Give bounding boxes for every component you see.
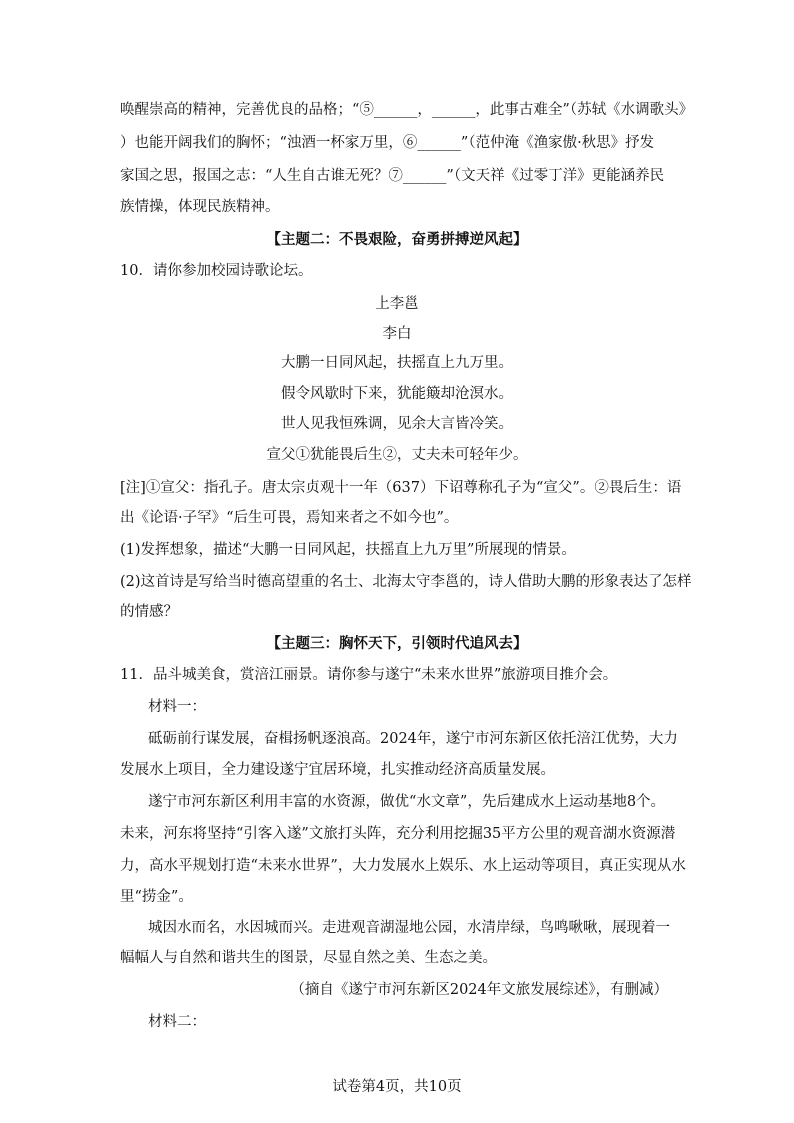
poem-title: 上李邕 — [375, 296, 419, 312]
poem-line: 世人见我恒殊调，见余大言皆冷笑。 — [281, 416, 513, 432]
poem-note: [注]①宣父：指孔子。唐太宗贞观十一年（637）下诏尊称孔子为“宣父”。②畏后生：语 — [120, 480, 682, 496]
poem-line: 假令风歇时下来，犹能簸却沧溟水。 — [281, 386, 513, 402]
material-paragraph: 城因水而名，水因城而兴。走进观音湖湿地公园，水清岸绿，鸟鸣啾啾，展现着一 — [148, 920, 670, 936]
paragraph-line: 家国之思，报国之志：“人生自古谁无死？⑦______”（文天祥《过零丁洋》更能涵养民 — [120, 168, 665, 184]
material-label: 材料二： — [148, 1014, 206, 1030]
question-11-title: 11．品斗城美食，赏涪江丽景。请你参与遂宁“未来水世界”旅游项目推介会。 — [120, 667, 618, 683]
question-10-title: 10．请你参加校园诗歌论坛。 — [120, 263, 313, 279]
section-heading-theme-3: 【主题三：胸怀天下，引领时代追风去】 — [266, 635, 528, 652]
material-paragraph: 未来，河东将坚持“引客入遂”文旅打头阵，充分利用挖掘35平方公里的观音湖水资源潜 — [120, 826, 676, 842]
paragraph-line: 族情操，体现民族精神。 — [120, 199, 280, 215]
sub-question-1: (1)发挥想象，描述“大鹏一日同风起，扶摇直上九万里”所展现的情景。 — [120, 542, 576, 558]
material-paragraph: 发展水上项目，全力建设遂宁宜居环境，扎实推动经济高质量发展。 — [120, 762, 555, 778]
poem-note: 出《论语·子罕》“后生可畏，焉知来者之不如今也”。 — [120, 510, 459, 526]
sub-question-2: (2)这首诗是写给当时德高望重的名士、北海太守李邕的，诗人借助大鹏的形象表达了怎样 — [120, 574, 692, 590]
section-heading-theme-2: 【主题二：不畏艰险，奋勇拼搏逆风起】 — [266, 231, 528, 248]
paragraph-line: ）也能开阔我们的胸怀；“浊酒一杯家万里，⑥______”（范仲淹《渔家傲·秋思》抒发 — [120, 135, 655, 151]
sub-question-2: 的情感？ — [120, 604, 178, 620]
material-paragraph: 遂宁市河东新区利用丰富的水资源，做优“水文章”，先后建成水上运动基地8个。 — [148, 794, 666, 810]
material-paragraph: 里“捞金”。 — [120, 889, 193, 905]
material-source: （摘自《遂宁市河东新区2024年文旅发展综述》，有删减） — [290, 982, 668, 998]
material-paragraph: 力，高水平规划打造“未来水世界”，大力发展水上娱乐、水上运动等项目，真正实现从水 — [120, 858, 686, 874]
paragraph-line: 唤醒崇高的精神，完善优良的品格；“⑤______，______，此事古难全”（苏轼《水调歌头》 — [120, 102, 694, 118]
poem-line: 大鹏一日同风起，扶摇直上九万里。 — [281, 355, 513, 371]
material-paragraph: 幅幅人与自然和谐共生的图景，尽显自然之美、生态之美。 — [120, 950, 497, 966]
page-footer: 试卷第4页，共10页 — [332, 1079, 462, 1095]
material-paragraph: 砥砺前行谋发展，奋楫扬帆逐浪高。2024年，遂宁市河东新区依托涪江优势，大力 — [148, 731, 678, 747]
material-label: 材料一： — [148, 699, 206, 715]
poem-line: 宣父①犹能畏后生②，丈夫未可轻年少。 — [266, 447, 528, 463]
poem-author: 李白 — [382, 326, 412, 342]
